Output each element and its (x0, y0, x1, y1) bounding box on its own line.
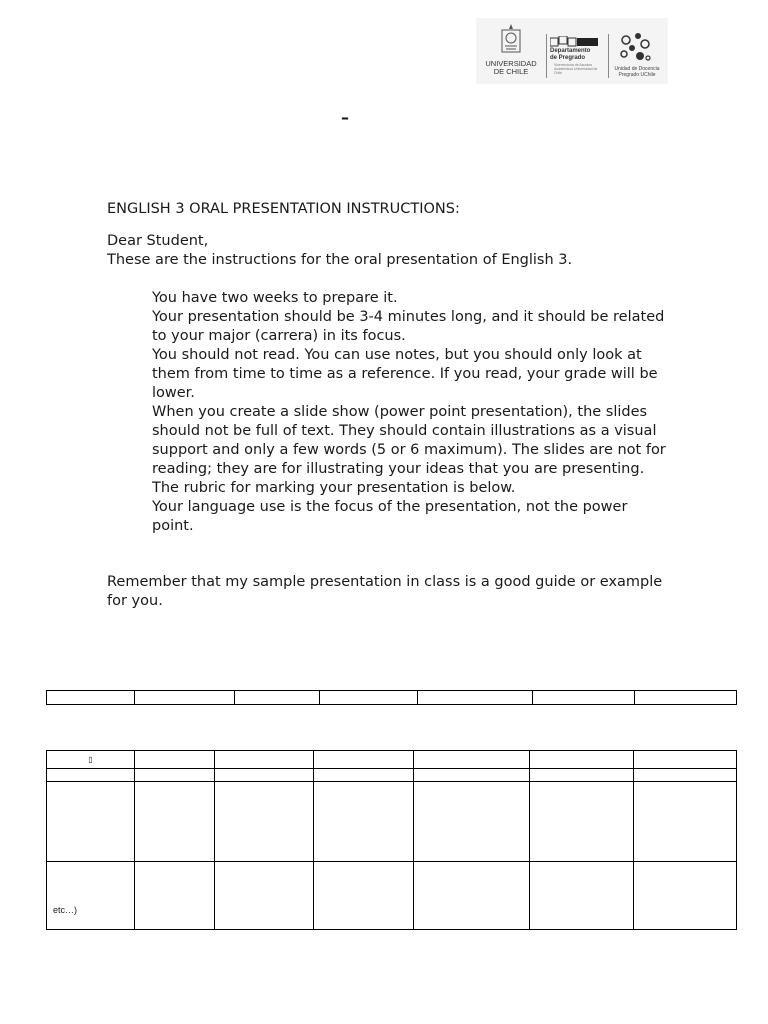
table-cell (215, 769, 314, 782)
table-cell (320, 691, 418, 705)
table-cell (634, 862, 737, 930)
instruction-item: When you create a slide show (power point presentation), the slides should not be full of text. They should contain illustrations as a visual support and only a few words (5 or 6 maximum). The slides are not for reading; they are for illustrating your ideas that you are presenting. (152, 404, 666, 477)
table-cell (530, 769, 634, 782)
table-cell (414, 782, 530, 862)
table-cell (314, 782, 414, 862)
table-cell (530, 862, 634, 930)
instruction-item: The rubric for marking your presentation is below. (152, 480, 516, 496)
table-cell (314, 769, 414, 782)
instruction-list (152, 289, 667, 536)
intro-paragraph: These are the instructions for the oral presentation of English 3. (107, 252, 573, 268)
institution-logos (476, 18, 668, 84)
table-cell (215, 862, 314, 930)
table-cell (135, 862, 215, 930)
table-cell (135, 751, 215, 769)
department-subtext: Vicerrectoría de Asuntos Académicos Universidad de Chile (554, 63, 598, 75)
instruction-item: You should not read. You can use notes, but you should only look at them from time to time as a reference. If you read, your grade will be lower. (152, 347, 658, 401)
rubric-etc-cell: etc…) (47, 862, 135, 930)
greeting: Dear Student, (107, 233, 209, 249)
table-cell (414, 862, 530, 930)
table-cell (314, 862, 414, 930)
university-crest-icon (500, 24, 522, 54)
university-name: UNIVERSIDAD DE CHILE (485, 59, 537, 76)
instruction-item: Your presentation should be 3-4 minutes long, and it should be related to your major (carrera) in its focus. (152, 309, 665, 344)
table-cell (47, 691, 135, 705)
rubric-table (46, 750, 737, 930)
table-cell (235, 691, 320, 705)
instruction-item: You have two weeks to prepare it. (152, 290, 398, 306)
logo-divider (546, 34, 547, 78)
instruction-item: Your language use is the focus of the presentation, not the power point. (152, 499, 628, 534)
document-heading: ENGLISH 3 ORAL PRESENTATION INSTRUCTIONS: (107, 201, 460, 217)
table-cell (414, 769, 530, 782)
teaching-unit-name: Unidad de Docencia Pregrado UChile (614, 66, 660, 78)
table-cell (634, 782, 737, 862)
logo-divider (608, 34, 609, 78)
rubric-header-symbol: ▯ (47, 751, 135, 769)
table-row (47, 751, 737, 769)
table-cell (635, 691, 737, 705)
table-cell (530, 782, 634, 862)
closing-paragraph: Remember that my sample presentation in class is a good guide or example for you. (107, 574, 663, 609)
table-cell (530, 751, 634, 769)
table-cell (47, 782, 135, 862)
table-cell (215, 782, 314, 862)
table-cell (533, 691, 635, 705)
header-dash: – (341, 108, 349, 127)
rubric-header-table (46, 690, 737, 705)
table-cell (414, 751, 530, 769)
department-logo-icon (550, 36, 598, 48)
teaching-unit-logo-icon (618, 30, 652, 64)
table-cell (314, 751, 414, 769)
department-name: Departamento de Pregrado (550, 48, 591, 61)
table-cell (634, 769, 737, 782)
table-row (47, 769, 737, 782)
table-row (47, 782, 737, 862)
table-cell (215, 751, 314, 769)
table-cell (47, 769, 135, 782)
table-cell (135, 782, 215, 862)
table-row (47, 862, 737, 930)
table-cell (135, 769, 215, 782)
table-cell (634, 751, 737, 769)
table-row (47, 691, 737, 705)
table-cell (135, 691, 235, 705)
table-cell (418, 691, 533, 705)
